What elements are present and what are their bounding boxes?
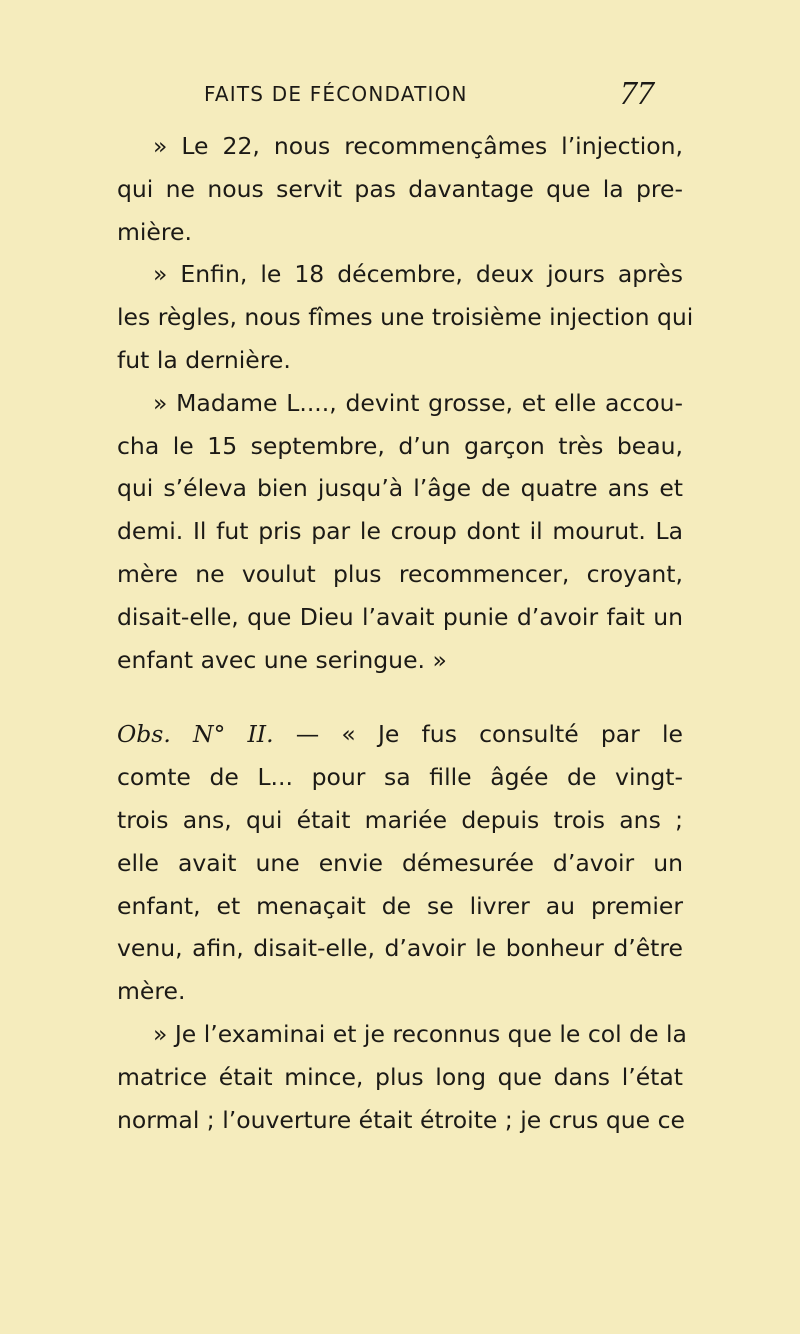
text-line: fut la dernière. xyxy=(117,345,291,374)
paragraph-observation-2 xyxy=(117,713,683,1013)
text-line: mère. xyxy=(117,977,186,1006)
paragraph-madame-l xyxy=(117,382,683,682)
text-line: disait-elle, que Dieu l’avait punie d’avoir fait un xyxy=(117,602,683,631)
text-line: matrice était mince, plus long que dans l’état xyxy=(117,1062,683,1091)
text-line: qui ne nous servit pas davantage que la pre- xyxy=(117,174,683,203)
text-line: cha le 15 septembre, d’un garçon très beau, xyxy=(117,431,683,460)
page-number: 77 xyxy=(620,75,654,112)
observation-label: Obs. N° II. xyxy=(117,720,274,749)
text-line: enfant, et menaçait de se livrer au premier xyxy=(117,891,683,920)
body-text xyxy=(117,125,694,1141)
text-line: » Enfin, le 18 décembre, deux jours après xyxy=(153,260,683,289)
text-line: trois ans, qui était mariée depuis trois ans ; xyxy=(117,805,683,834)
paragraph-examination xyxy=(117,1013,687,1141)
text-line-content: — « Je fus consulté par le xyxy=(295,720,683,749)
text-line: demi. Il fut pris par le croup dont il mourut. La xyxy=(117,517,683,546)
text-line: mère ne voulut plus recommencer, croyant, xyxy=(117,559,683,588)
text-line: qui s’éleva bien jusqu’à l’âge de quatre ans et xyxy=(117,474,683,503)
text-line: comte de L... pour sa fille âgée de vingt- xyxy=(117,763,683,792)
text-line: » Madame L...., devint grosse, et elle accou- xyxy=(153,388,683,417)
text-line: normal ; l’ouverture était étroite ; je crus que ce xyxy=(117,1105,685,1134)
section-spacer xyxy=(117,681,683,713)
running-title: FAITS DE FÉCONDATION xyxy=(204,82,468,106)
text-line: mière. xyxy=(117,217,192,246)
text-line: » Je l’examinai et je reconnus que le col de la xyxy=(153,1019,687,1048)
text-line: venu, afin, disait-elle, d’avoir le bonheur d’être xyxy=(117,934,683,963)
running-head xyxy=(0,75,800,116)
text-line: les règles, nous fîmes une troisième injection qui xyxy=(117,303,694,332)
paragraph-18-decembre xyxy=(117,253,694,381)
paragraph-injection-22 xyxy=(117,125,683,253)
text-line: elle avait une envie démesurée d’avoir un xyxy=(117,848,683,877)
text-line: enfant avec une seringue. » xyxy=(117,645,447,674)
text-line xyxy=(117,713,683,756)
text-line: » Le 22, nous recommençâmes l’injection, xyxy=(153,132,683,160)
